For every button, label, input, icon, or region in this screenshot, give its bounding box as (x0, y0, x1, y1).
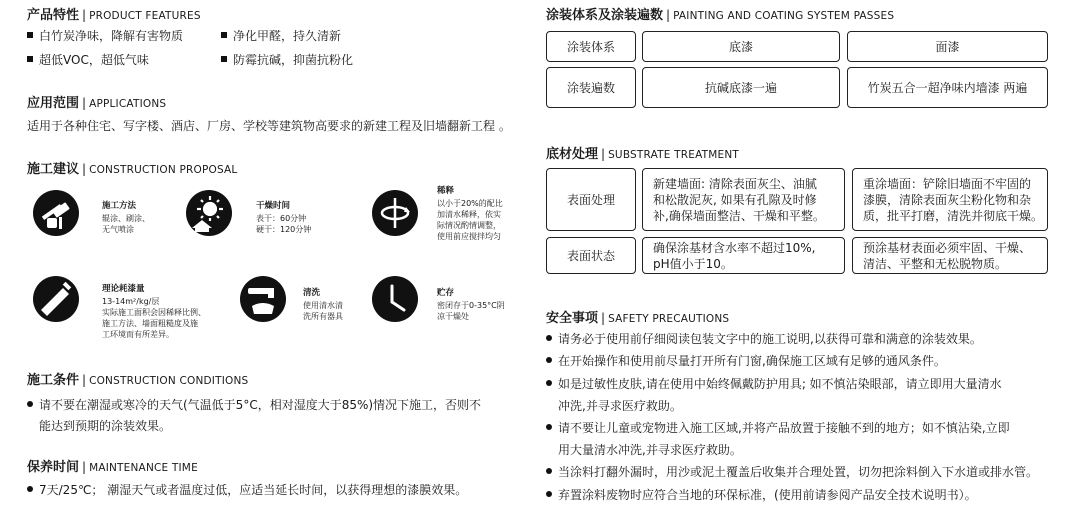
storage-icon (372, 276, 418, 322)
applications-title-cn: 应用范围 (27, 96, 80, 111)
safety-item: 请不要让儿童或宠物进入施工区域,并将产品放置于接触不到的地方；如不慎沾染,立即 (546, 418, 1010, 439)
safety-item-cont: 用大量清水冲洗,并寻求医疗救助。 (558, 443, 742, 457)
proposal-title: 施工方法 (102, 201, 137, 211)
proposal-desc: 表干：60分钟 硬干：120分钟 (256, 214, 312, 234)
conditions-title-cn: 施工条件 (27, 373, 80, 388)
conditions-heading: 施工条件 | CONSTRUCTION CONDITIONS (27, 373, 249, 388)
maintenance-title-cn: 保养时间 (27, 460, 80, 475)
features-title-cn: 产品特性 (27, 8, 80, 23)
safety-item: 在开始操作和使用前尽量打开所有门窗,确保施工区域有足够的通风条件。 (546, 351, 946, 372)
system-heading: 涂装体系及涂装遍数 | PAINTING AND COATING SYSTEM PASSES (546, 8, 895, 23)
substrate-heading: 底材处理 | SUBSTRATE TREATMENT (546, 147, 740, 162)
substrate-title-cn: 底材处理 (546, 147, 599, 162)
substrate-old-state: 预涂基材表面必须牢固、干燥、 清洁、平整和无松脱物质。 (852, 237, 1048, 274)
safety-title-cn: 安全事项 (546, 311, 599, 326)
safety-item: 如是过敏性皮肤,请在使用中始终佩戴防护用具; 如不慎沾染眼部，请立即用大量清水 (546, 374, 1002, 395)
system-header-label: 涂装体系 (546, 31, 636, 62)
substrate-new-wall: 新建墙面: 清除表面灰尘、油腻 和松散泥灰, 如果有孔隙及时修 补,确保墙面整洁、干燥和平整。 (642, 168, 845, 231)
safety-item: 请务必于使用前仔细阅读包装文字中的施工说明,以获得可靠和满意的涂装效果。 (546, 329, 982, 350)
proposal-desc: 辊涂、刷涂、 无气喷涂 (102, 214, 150, 234)
coverage-icon (33, 276, 79, 322)
safety-item: 当涂料打翻外漏时，用沙或泥土覆盖后收集并合理处置，切勿把涂料倒入下水道或排水管。 (546, 462, 1038, 483)
system-row-topcoat: 竹炭五合一超净味内墙漆 两遍 (847, 67, 1048, 108)
system-title-cn: 涂装体系及涂装遍数 (546, 8, 664, 23)
safety-item: 弃置涂料废物时应符合当地的环保标准，(使用前请参阅产品安全技术说明书）。 (546, 485, 977, 506)
substrate-row-label: 表面处理 (546, 168, 636, 231)
system-header-primer: 底漆 (642, 31, 840, 62)
proposal-title: 干燥时间 (256, 201, 291, 211)
system-row-primer: 抗碱底漆一遍 (642, 67, 840, 108)
feature-item: 净化甲醛，持久清新 (221, 28, 341, 44)
cleaning-icon (240, 276, 286, 322)
substrate-title-en: SUBSTRATE TREATMENT (608, 149, 740, 161)
sun-house-icon (186, 190, 232, 236)
system-title-en: PAINTING AND COATING SYSTEM PASSES (673, 10, 895, 22)
proposal-desc: 13-14m²/kg/层 实际施工面积会因稀释比例、 施工方法、墙面粗糙度及施 工环境而有所差异。 (102, 297, 206, 339)
proposal-title: 理论耗漆量 (102, 284, 145, 294)
substrate-row-label: 表面状态 (546, 237, 636, 274)
safety-item-cont: 冲洗,并寻求医疗救助。 (558, 399, 682, 413)
proposal-desc: 使用清水清 洗所有器具 (303, 301, 343, 321)
applications-heading: 应用范围 | APPLICATIONS (27, 96, 167, 111)
dilution-icon (372, 190, 418, 236)
system-row-label: 涂装遍数 (546, 67, 636, 108)
conditions-text: 请不要在潮湿或寒冷的天气(气温低于5°C，相对湿度大于85%)情况下施工，否则不 (27, 395, 481, 416)
proposal-heading: 施工建议 | CONSTRUCTION PROPOSAL (27, 162, 238, 177)
safety-title-en: SAFETY PRECAUTIONS (608, 313, 730, 325)
proposal-title: 贮存 (437, 288, 455, 298)
features-heading: 产品特性 | PRODUCT FEATURES (27, 8, 201, 23)
applications-title-en: APPLICATIONS (89, 98, 167, 110)
proposal-title: 稀释 (437, 186, 455, 196)
feature-item: 超低VOC，超低气味 (27, 52, 149, 68)
proposal-title-en: CONSTRUCTION PROPOSAL (89, 164, 238, 176)
applications-text: 适用于各种住宅、写字楼、酒店、厂房、学校等建筑物高要求的新建工程及旧墙翻新工程 。 (27, 119, 511, 133)
conditions-title-en: CONSTRUCTION CONDITIONS (89, 375, 249, 387)
system-header-topcoat: 面漆 (847, 31, 1048, 62)
proposal-title: 清洗 (303, 288, 321, 298)
substrate-old-wall: 重涂墙面：铲除旧墙面不牢固的 漆膜，清除表面灰尘粉化物和杂 质，批平打磨，清洗并彻底干燥。 (852, 168, 1048, 231)
brush-roller-icon (33, 190, 79, 236)
substrate-new-state: 确保涂基材含水率不超过10%, pH值小于10。 (642, 237, 845, 274)
feature-item: 防霉抗碱，抑菌抗粉化 (221, 52, 353, 68)
maintenance-text: 7天/25℃； 潮湿天气或者温度过低，应适当延长时间，以获得理想的漆膜效果。 (27, 480, 467, 501)
proposal-desc: 密闭存于0-35°C阴 凉干燥处 (437, 301, 505, 321)
conditions-text-cont: 能达到预期的涂装效果。 (39, 419, 172, 433)
proposal-desc: 以小于20%的配比 加清水稀释，依实 际情况酌情调整， 使用前应搅拌均匀 (437, 199, 503, 241)
maintenance-heading: 保养时间 | MAINTENANCE TIME (27, 460, 198, 475)
feature-item: 白竹炭净味，降解有害物质 (27, 28, 183, 44)
proposal-title-cn: 施工建议 (27, 162, 80, 177)
maintenance-title-en: MAINTENANCE TIME (89, 462, 198, 474)
safety-heading: 安全事项 | SAFETY PRECAUTIONS (546, 311, 730, 326)
features-title-en: PRODUCT FEATURES (89, 10, 201, 22)
